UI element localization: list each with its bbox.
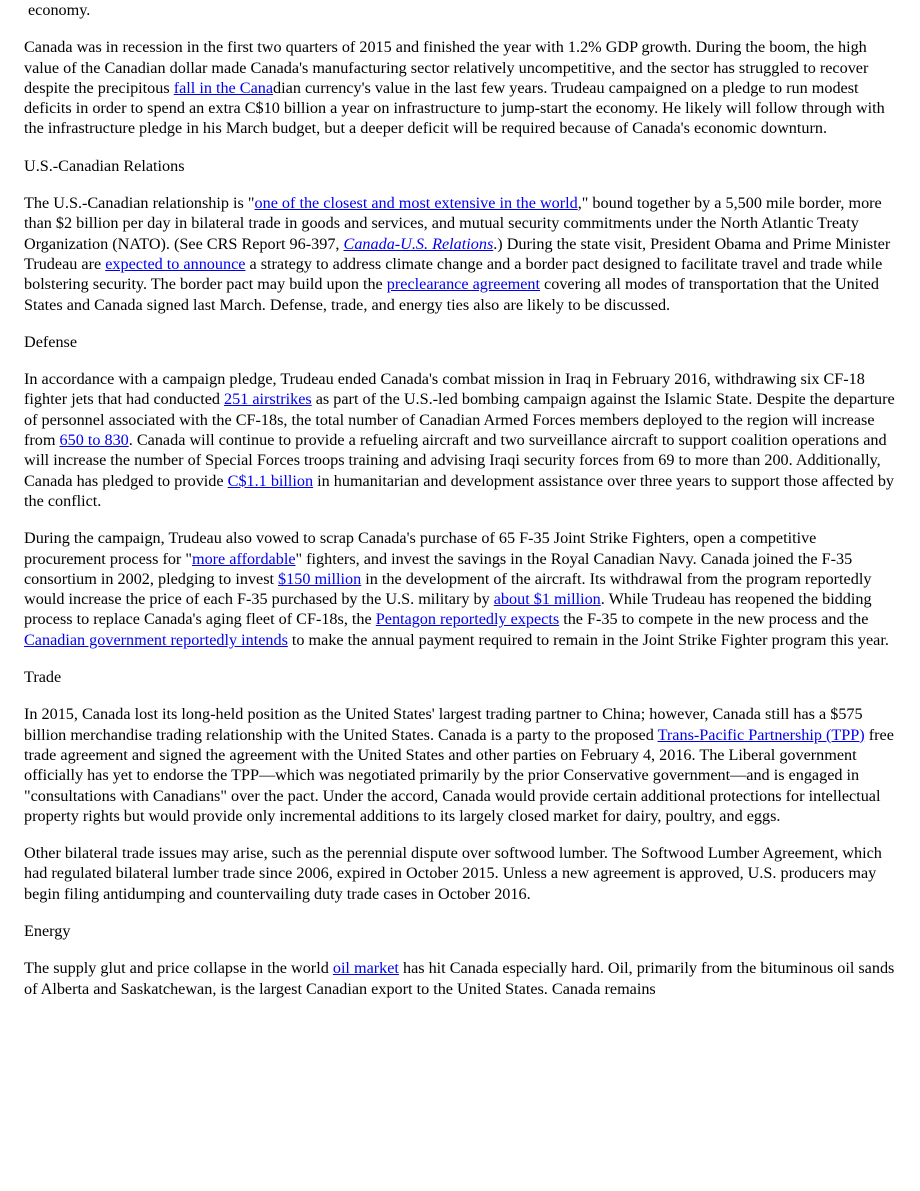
inline-link[interactable]: more affordable: [191, 549, 296, 568]
text-run: to make the annual payment required to remain in the Joint Strike Fighter program this year.: [287, 630, 889, 649]
text-run: free trade agreement and signed the agreement with the United States and other parties on February 4, 2016. The Liberal government officially has yet to endorse the TPP—which was negotiated primarily by the prior Conservative government—and is engaged in "consultations with Canadians" over the pact. Under the accord, Canada would provide certain additional protections for intellectual property rights but would provide only incremental additions to its largely closed market for dairy, poultry, and eggs.: [24, 725, 894, 825]
text-run: In 2015, Canada lost its long-held position as the United States' largest trading partner to China; however, Canada still has a $575 billion merchandise trading relationship with the United States. Canada is a party to the proposed: [24, 705, 863, 744]
body-paragraph: [24, 704, 896, 826]
text-run: Other bilateral trade issues may arise, such as the perennial dispute over softwood lumber. The Softwood Lumber Agreement, which had regulated bilateral lumber trade since 2006, expired in October 2015. Unless a new agreement is approved, U.S. producers may begin filing antidumping and countervailing duty trade cases in October 2016.: [24, 844, 882, 903]
text-run: has hit Canada especially hard. Oil, primarily from the bituminous oil sands of Alberta and Saskatchewan, is the largest Canadian export to the United States. Canada remains: [24, 959, 895, 998]
text-run: dian currency's value in the last few years. Trudeau campaigned on a pledge to run modest deficits in order to spend an extra C$10 billion a year on infrastructure to jump-start the economy. He likely will follow through with the infrastructure pledge in his March budget, but a deeper deficit will be required because of Canada's economic downturn.: [24, 78, 885, 138]
body-paragraph: [24, 958, 896, 999]
inline-link[interactable]: $150 million: [278, 569, 362, 588]
text-run: in the development of the aircraft. Its withdrawal from the program reportedly would increase the price of each F-35 purchased by the U.S. military by: [24, 569, 872, 609]
text-run: U.S.-Canadian Relations: [24, 156, 185, 175]
inline-link[interactable]: Canadian government reportedly intends: [24, 630, 288, 649]
text-run: Defense: [24, 332, 78, 351]
inline-link[interactable]: one of the closest and most extensive in the world: [254, 194, 578, 213]
text-run: .) During the state visit, President Obama and Prime Minister Trudeau are: [24, 234, 891, 273]
text-run: the F-35 to compete in the new process and the: [559, 610, 869, 629]
inline-link[interactable]: [344, 235, 494, 253]
text-run: ," bound together by a 5,500 mile border, more than $2 billion per day in bilateral trade in goods and services, and mutual security commitments under the North Atlantic Treaty Organization (NATO). (See CRS Report 96-397,: [24, 194, 882, 253]
report-title: Canada-U.S. Relations: [343, 234, 494, 253]
section-heading: [24, 332, 896, 352]
body-paragraph: [24, 843, 896, 904]
body-paragraph: [24, 193, 896, 315]
text-run: The U.S.-Canadian relationship is ": [24, 194, 255, 213]
inline-link[interactable]: Trans-Pacific Partnership (TPP): [657, 725, 865, 744]
section-heading: [24, 921, 896, 941]
text-run: During the campaign, Trudeau also vowed to scrap Canada's purchase of 65 F-35 Joint Strike Fighters, open a competitive procurement process for ": [24, 529, 817, 568]
inline-link[interactable]: C$1.1 billion: [227, 471, 314, 490]
inline-link[interactable]: 650 to 830: [59, 431, 129, 450]
text-run: a strategy to address climate change and a border pact designed to facilitate travel and trade while bolstering security. The border pact may build upon the: [24, 254, 883, 294]
inline-link[interactable]: oil market: [332, 959, 399, 978]
text-run: . Canada will continue to provide a refueling aircraft and two surveillance aircraft to support coalition operations and will increase the number of Special Forces troops training and advising Iraqi security forces from 69 to more than 200. Additionally, Canada has pledged to provide: [24, 431, 887, 490]
text-run: " fighters, and invest the savings in the Royal Canadian Navy. Canada joined the F-35 consortium in 2002, pledging to invest: [24, 549, 853, 588]
inline-link[interactable]: fall in the Cana: [173, 78, 274, 97]
text-run: Trade: [24, 668, 62, 687]
text-run: . While Trudeau has reopened the bidding process to replace Canada's aging fleet of CF-18s, the: [24, 590, 872, 629]
section-heading: [24, 667, 896, 687]
text-run: in humanitarian and development assistance over three years to support those affected by the conflict.: [24, 471, 895, 510]
text-run: economy.: [28, 1, 91, 19]
inline-link[interactable]: expected to announce: [105, 254, 246, 273]
text-run: Energy: [24, 921, 71, 940]
text-run: In accordance with a campaign pledge, Trudeau ended Canada's combat mission in Iraq in February 2016, withdrawing six CF-18 fighter jets that had conducted: [24, 370, 865, 409]
body-paragraph: [24, 37, 896, 138]
section-heading: [24, 156, 896, 176]
inline-link[interactable]: Pentagon reportedly expects: [375, 610, 560, 629]
body-paragraph: [24, 0, 896, 20]
inline-link[interactable]: preclearance agreement: [386, 275, 540, 294]
text-run: as part of the U.S.-led bombing campaign against the Islamic State. Despite the departure of personnel associated with the CF-18s, the total number of Canadian Armed Forces members deployed to the region will increase from: [24, 390, 895, 450]
body-paragraph: [24, 528, 896, 650]
text-run: covering all modes of transportation that the United States and Canada signed last March. Defense, trade, and energy ties also are likely to be discussed.: [24, 275, 879, 314]
inline-link[interactable]: about $1 million: [493, 590, 601, 609]
body-paragraph: [24, 369, 896, 511]
text-run: Canada was in recession in the first two quarters of 2015 and finished the year with 1.2% GDP growth. During the boom, the high value of the Canadian dollar made Canada's manufacturing sector relatively uncompetitive, and the sector has struggled to recover despite the precipitous: [24, 38, 869, 97]
inline-link[interactable]: 251 airstrikes: [224, 390, 312, 409]
text-run: The supply glut and price collapse in the world: [24, 959, 333, 978]
